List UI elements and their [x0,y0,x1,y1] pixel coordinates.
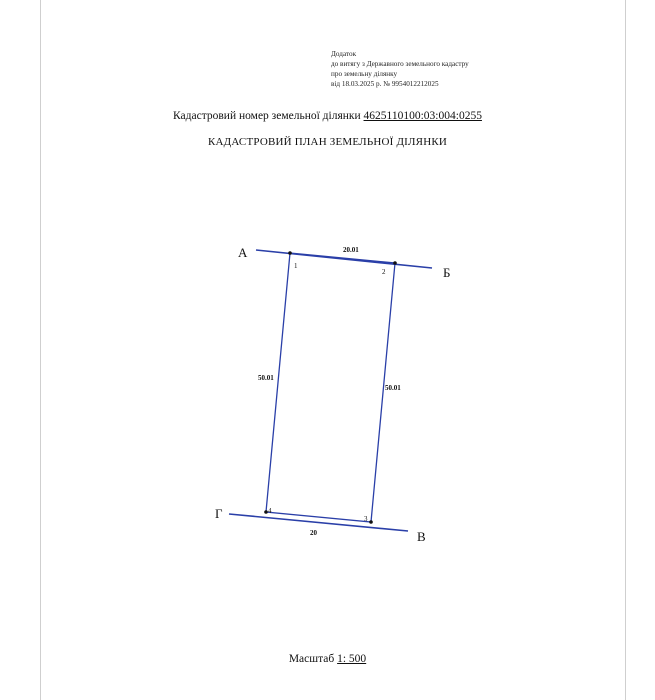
vertex-label-1: 1 [294,262,298,270]
side-length-top: 20.01 [343,246,359,254]
vertex-label-4: 4 [268,507,272,515]
annex-line-1: Додаток [331,50,357,58]
vertex-point-2 [393,261,397,265]
side-length-bottom: 20 [310,529,317,537]
plan-title: КАДАСТРОВИЙ ПЛАН ЗЕМЕЛЬНОЇ ДІЛЯНКИ [207,136,448,148]
cadastral-label: Кадастровий номер земельної ділянки [173,110,361,122]
scale-value: 1: 500 [337,653,367,665]
neighbor-label-g: Г [215,506,223,521]
annex-line-4: від 18.03.2025 р. № 9954012212025 [331,80,439,88]
side-length-left: 50.01 [258,374,274,382]
neighbor-label-v: В [417,529,426,544]
vertex-label-3: 3 [364,515,368,523]
scale-label: Масштаб [288,653,335,665]
vertex-point-1 [288,251,292,255]
side-length-right: 50.01 [385,384,401,392]
neighbor-label-b: Б [443,265,451,280]
annex-line-2: до витягу з Державного земельного кадастру [331,60,469,68]
vertex-point-3 [369,520,373,524]
parcel-boundary [266,253,395,522]
neighbor-label-a: А [238,245,248,260]
annex-line-3: про земельну ділянку [331,70,398,78]
cadastral-number: 4625110100:03:004:0255 [363,110,482,122]
scale-line [0,653,655,665]
vertex-label-2: 2 [382,268,386,276]
